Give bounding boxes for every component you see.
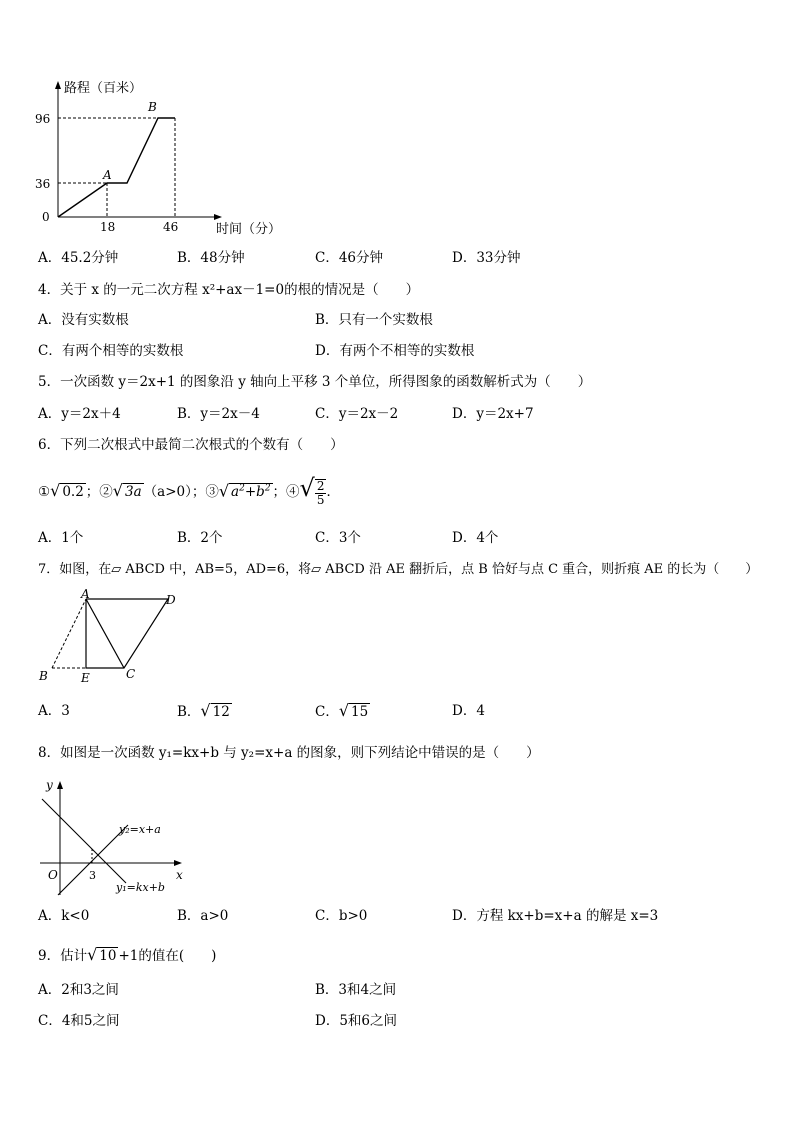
q7-stem: 7．如图，在▱ ABCD 中，AB=5，AD=6，将▱ ABCD 沿 AE 翻折后，点 B 恰好与点 C 重合，则折痕 AE 的长为（ ）	[38, 562, 759, 577]
label-a: A	[81, 587, 90, 601]
y-tick-0: 0	[42, 210, 50, 224]
q8-option-a[interactable]: A．k<0	[38, 908, 90, 924]
q9-option-a[interactable]: A．2和3之间	[38, 982, 119, 998]
q7-option-b[interactable]: B．√ 12	[177, 701, 230, 720]
q4-option-b[interactable]: B．只有一个实数根	[315, 312, 433, 328]
q8-stem: 8．如图是一次函数 y₁=kx+b 与 y₂=x+a 的图象，则下列结论中错误的是（ ）	[38, 745, 540, 761]
linear-functions-graph	[36, 775, 206, 900]
q6-end: ．	[326, 484, 340, 500]
point-b-label: B	[148, 100, 157, 114]
q6-radical-list	[38, 474, 340, 507]
q9-option-b[interactable]: B．3和4之间	[315, 982, 397, 998]
q7-option-d[interactable]: D．4	[452, 703, 485, 719]
q9-option-d[interactable]: D．5和6之间	[315, 1013, 398, 1029]
origin-label: O	[48, 868, 58, 882]
q6-radical-1: √ 0.2	[50, 481, 84, 500]
line-y1-label: y₁=kx+b	[116, 881, 165, 894]
q6-sep-2: （a>0）；③	[143, 484, 219, 500]
q6-radical-4: √ $\frac{2}{5}$	[299, 474, 325, 507]
q4-option-a[interactable]: A．没有实数根	[38, 312, 129, 328]
q9-option-c[interactable]: C．4和5之间	[38, 1013, 120, 1029]
q6-sep-3: ；④	[272, 484, 300, 500]
y-tick-36: 36	[35, 177, 51, 191]
q8-option-c[interactable]: C．b>0	[315, 908, 368, 924]
q6-option-d[interactable]: D．4个	[452, 530, 499, 546]
y-tick-96: 96	[35, 112, 51, 126]
distance-time-graph	[30, 75, 290, 245]
line-y2-label: y₂=x+a	[119, 823, 161, 836]
point-a-label: A	[103, 168, 112, 182]
label-c: C	[126, 667, 136, 681]
q4-stem: 4．关于 x 的一元二次方程 x²+ax－1=0的根的情况是（ ）	[38, 282, 420, 298]
tick-3: 3	[89, 869, 96, 882]
q6-radical-2: √ 3a	[112, 481, 142, 500]
q5-option-b[interactable]: B．y＝2x－4	[177, 406, 260, 422]
q3-option-a[interactable]: A．45.2分钟	[38, 250, 119, 266]
q9-stem: 9．估计√ 10 +1的值在( )	[38, 945, 217, 964]
q5-stem: 5．一次函数 y＝2x+1 的图象沿 y 轴向上平移 3 个单位，所得图象的函数解析式为（ ）	[38, 374, 592, 390]
q6-option-c[interactable]: C．3个	[315, 530, 361, 546]
q8-option-d[interactable]: D．方程 kx+b=x+a 的解是 x=3	[452, 908, 659, 924]
q8-option-b[interactable]: B．a>0	[177, 908, 229, 924]
q6-radical-3: √ $a^2+b^2$	[218, 481, 271, 500]
parallelogram-figure	[36, 587, 196, 690]
x-tick-18: 18	[100, 220, 116, 234]
x-axis-label: 时间（分）	[216, 222, 282, 237]
y-axis-label: 路程（百米）	[64, 81, 143, 96]
q6-stem: 6．下列二次根式中最简二次根式的个数有（ ）	[38, 437, 344, 453]
q7-option-c[interactable]: C．√ 15	[315, 701, 369, 720]
q5-option-c[interactable]: C．y＝2x－2	[315, 406, 399, 422]
q3-option-b[interactable]: B．48分钟	[177, 250, 245, 266]
y-axis-letter: y	[46, 778, 53, 792]
q5-option-a[interactable]: A．y＝2x＋4	[38, 406, 121, 422]
distance-line	[58, 118, 175, 217]
q3-option-d[interactable]: D．33分钟	[452, 250, 521, 266]
q4-option-d[interactable]: D．有两个不相等的实数根	[315, 343, 475, 359]
q6-option-a[interactable]: A．1个	[38, 530, 84, 546]
q6-item-1-marker: ①	[38, 484, 51, 500]
q5-option-d[interactable]: D．y＝2x+7	[452, 406, 534, 422]
q4-option-c[interactable]: C．有两个相等的实数根	[38, 343, 184, 359]
q6-sep-1: ；②	[85, 484, 113, 500]
q7-option-a[interactable]: A．3	[38, 703, 70, 719]
x-axis-letter: x	[176, 868, 183, 882]
x-tick-46: 46	[163, 220, 179, 234]
q6-option-b[interactable]: B．2个	[177, 530, 223, 546]
label-b: B	[39, 669, 48, 683]
label-d: D	[166, 593, 176, 607]
label-e: E	[81, 671, 90, 685]
q3-option-c[interactable]: C．46分钟	[315, 250, 384, 266]
